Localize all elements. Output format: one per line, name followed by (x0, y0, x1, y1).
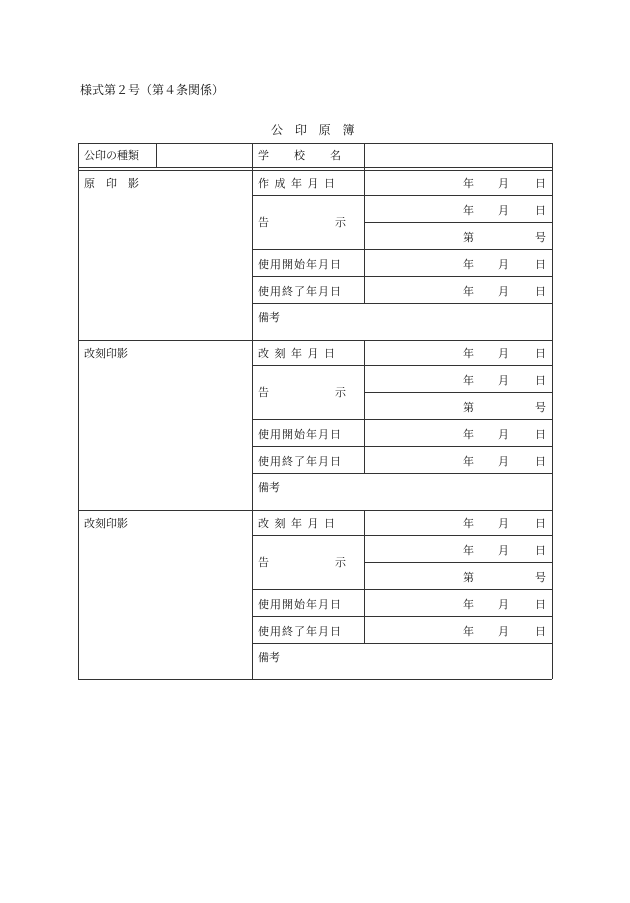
section-1-use-start-date-day: 日 (535, 258, 546, 271)
section-2-right-border (552, 340, 553, 510)
section-3-use-end-date-month: 月 (498, 625, 509, 638)
section-3-notice-rule (252, 589, 552, 590)
section-2-notice-date-day: 日 (535, 374, 546, 387)
section-3-use-start-date-day: 日 (535, 598, 546, 611)
section-3-notice-date-year: 年 (463, 544, 474, 557)
section-3-notice-date-day: 日 (535, 544, 546, 557)
section-3-remarks-label: 備考 (258, 651, 280, 664)
section-1-left-label: 原 印 影 (84, 177, 139, 190)
section-3-notice-split-rule (364, 562, 552, 563)
section-2-use-end-rule (252, 473, 552, 474)
section-3-notice-label: 告 示 (258, 556, 346, 569)
section-3-use-start-date-year: 年 (463, 598, 474, 611)
section-3-left-border (78, 510, 79, 679)
section-1-use-start-label: 使用開始年月日 (258, 258, 342, 271)
section-1-use-start-date-month: 月 (498, 258, 509, 271)
document-title: 公 印 原 簿 (271, 123, 359, 137)
section-2-made-date-month: 月 (498, 347, 509, 360)
kind-label: 公印の種類 (84, 149, 139, 162)
section-2-use-end-date-day: 日 (535, 455, 546, 468)
section-3-use-start-label: 使用開始年月日 (258, 598, 342, 611)
section-2-notice-number-go: 号 (535, 401, 546, 414)
section-2-use-start-label: 使用開始年月日 (258, 428, 342, 441)
section-3-use-end-rule (252, 643, 552, 644)
section-1-use-start-date-year: 年 (463, 258, 474, 271)
section-1-use-end-date-day: 日 (535, 285, 546, 298)
section-2-use-start-date-day: 日 (535, 428, 546, 441)
section-2-notice-label: 告 示 (258, 386, 346, 399)
section-2-use-start-rule (252, 446, 552, 447)
section-2-made-label: 改 刻 年 月 日 (258, 347, 336, 360)
school-label: 学 校 名 (258, 149, 342, 162)
header-kind-divider (156, 143, 157, 167)
header-mid-divider (252, 143, 253, 170)
section-1-remarks-label: 備考 (258, 311, 280, 324)
section-3-right-border (552, 510, 553, 679)
section-1-notice-label: 告 示 (258, 216, 346, 229)
section-1-notice-date-day: 日 (535, 204, 546, 217)
section-3-use-start-rule (252, 616, 552, 617)
section-1-use-end-rule (252, 303, 552, 304)
section-3-left-label: 改刻印影 (84, 517, 128, 530)
section-3-use-end-date-day: 日 (535, 625, 546, 638)
section-1-made-rule (252, 195, 552, 196)
section-2-bottom-border (78, 510, 552, 511)
section-1-use-end-label: 使用終了年月日 (258, 285, 342, 298)
section-1-use-end-date-month: 月 (498, 285, 509, 298)
section-3-use-end-date-year: 年 (463, 625, 474, 638)
header-school-divider (364, 143, 365, 170)
section-2-made-date-year: 年 (463, 347, 474, 360)
section-3-value-divider (364, 510, 365, 643)
section-2-notice-rule (252, 419, 552, 420)
section-2-value-divider (364, 340, 365, 473)
section-1-use-end-date-year: 年 (463, 285, 474, 298)
section-1-value-divider (364, 170, 365, 303)
section-1-made-date-month: 月 (498, 177, 509, 190)
section-2-made-date-day: 日 (535, 347, 546, 360)
section-2-left-label: 改刻印影 (84, 347, 128, 360)
section-1-notice-date-month: 月 (498, 204, 509, 217)
section-3-notice-date-month: 月 (498, 544, 509, 557)
section-2-use-start-date-year: 年 (463, 428, 474, 441)
header-bottom-rule (78, 167, 552, 168)
section-2-notice-split-rule (364, 392, 552, 393)
section-2-notice-date-year: 年 (463, 374, 474, 387)
section-1-notice-number-dai: 第 (463, 231, 474, 244)
header-double-rule (78, 170, 552, 171)
section-1-bottom-border (78, 340, 552, 341)
section-1-made-date-day: 日 (535, 177, 546, 190)
section-2-notice-date-month: 月 (498, 374, 509, 387)
section-1-notice-number-go: 号 (535, 231, 546, 244)
section-3-made-date-month: 月 (498, 517, 509, 530)
section-3-bottom-border (78, 679, 552, 680)
section-1-right-border (552, 170, 553, 340)
section-2-remarks-label: 備考 (258, 481, 280, 494)
section-2-use-end-date-month: 月 (498, 455, 509, 468)
section-3-made-date-year: 年 (463, 517, 474, 530)
section-3-use-end-label: 使用終了年月日 (258, 625, 342, 638)
section-2-use-start-date-month: 月 (498, 428, 509, 441)
section-2-made-rule (252, 365, 552, 366)
section-1-made-date-year: 年 (463, 177, 474, 190)
section-2-use-end-label: 使用終了年月日 (258, 455, 342, 468)
section-1-notice-rule (252, 249, 552, 250)
section-1-use-start-rule (252, 276, 552, 277)
section-3-use-start-date-month: 月 (498, 598, 509, 611)
header-left-border (78, 143, 79, 170)
section-3-notice-number-go: 号 (535, 571, 546, 584)
table-top-border (78, 143, 552, 144)
form-number: 様式第２号（第４条関係） (80, 83, 225, 97)
section-2-left-border (78, 340, 79, 510)
section-3-made-rule (252, 535, 552, 536)
header-right-border (552, 143, 553, 170)
section-1-made-label: 作 成 年 月 日 (258, 177, 336, 190)
section-3-made-label: 改 刻 年 月 日 (258, 517, 336, 530)
section-2-use-end-date-year: 年 (463, 455, 474, 468)
section-1-left-border (78, 170, 79, 340)
section-3-notice-number-dai: 第 (463, 571, 474, 584)
section-2-notice-number-dai: 第 (463, 401, 474, 414)
section-3-made-date-day: 日 (535, 517, 546, 530)
section-1-notice-date-year: 年 (463, 204, 474, 217)
section-1-notice-split-rule (364, 222, 552, 223)
